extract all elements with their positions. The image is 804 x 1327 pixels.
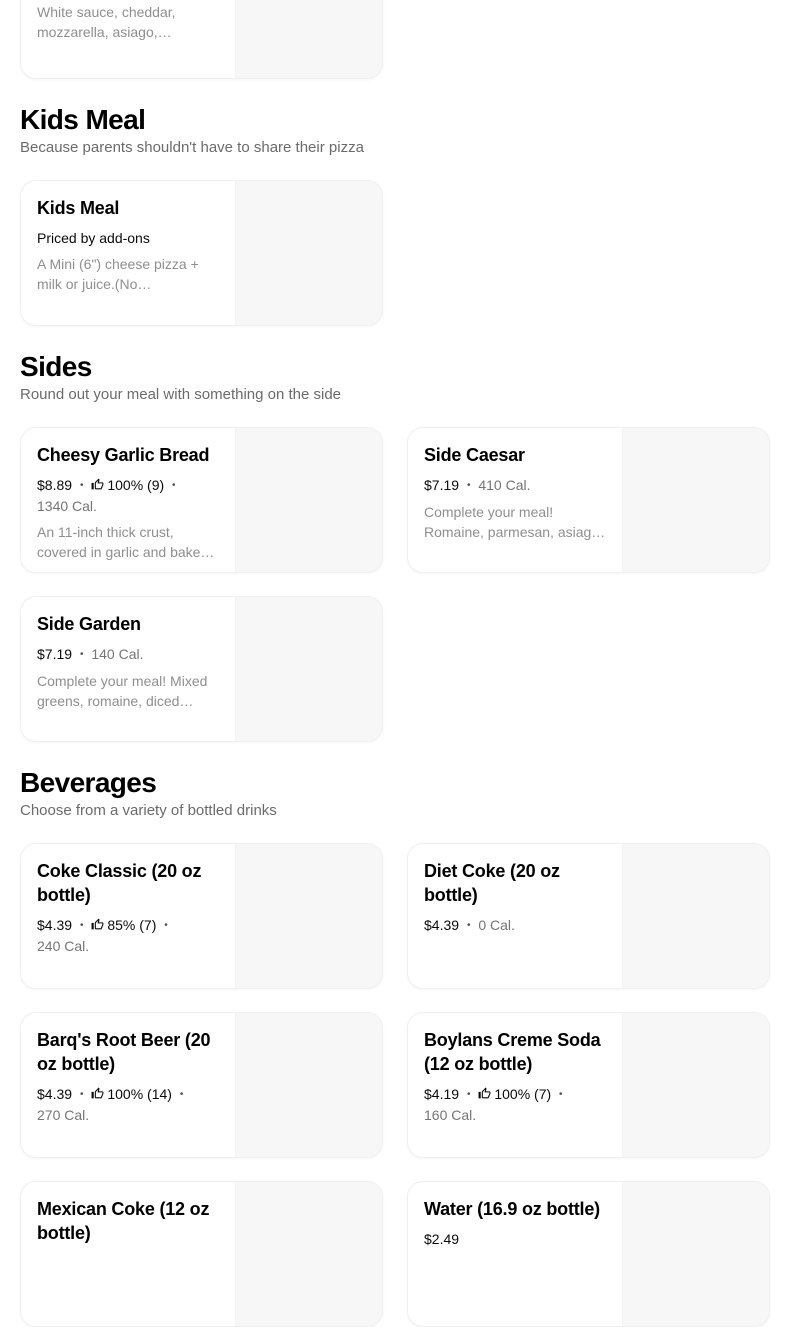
section-subtitle: Round out your meal with something on the side: [20, 386, 342, 403]
item-text-block: [21, 844, 235, 988]
separator-dot: •: [172, 480, 176, 491]
section-card-grid: [20, 180, 770, 326]
item-rating: 100% (7): [478, 1086, 551, 1102]
thumb-up-icon: [91, 478, 104, 491]
item-text-block: [21, 181, 235, 325]
menu-section: [20, 105, 770, 326]
separator-dot: •: [79, 1089, 84, 1100]
menu-section: [20, 352, 770, 742]
item-calories: 270 Cal.: [37, 1107, 90, 1123]
section-subtitle: Choose from a variety of bottled drinks: [20, 802, 277, 819]
item-meta: $4.39 • 100% (14) • 270 Cal.: [37, 1086, 184, 1123]
thumb-up-icon: [91, 1087, 104, 1100]
item-calories: 240 Cal.: [37, 938, 90, 954]
item-rating: 100% (9): [91, 477, 164, 493]
item-title: Side Garden: [37, 614, 141, 634]
menu-item-card[interactable]: [20, 180, 383, 326]
separator-dot: •: [559, 1089, 563, 1100]
item-title: Mexican Coke (12 oz bottle): [37, 1199, 210, 1243]
menu-item-card[interactable]: [407, 1012, 770, 1158]
item-title: Diet Coke (20 oz bottle): [424, 861, 560, 905]
item-title: Coke Classic (20 oz bottle): [37, 861, 202, 905]
section-heading: Beverages: [20, 767, 157, 798]
separator-dot: •: [79, 480, 84, 491]
menu-item-card[interactable]: [20, 1181, 383, 1327]
menu-item-card[interactable]: [407, 427, 770, 573]
separator-dot: •: [179, 1089, 184, 1100]
item-calories: 140 Cal.: [91, 646, 144, 662]
item-calories: 160 Cal.: [424, 1107, 477, 1123]
item-image-placeholder: [235, 1013, 382, 1157]
item-image-placeholder: [235, 597, 382, 741]
item-image-placeholder: [235, 1182, 382, 1326]
item-description: White sauce, cheddar, mozzarella, asiago,…: [37, 4, 176, 40]
item-description: Complete your meal! Mixed greens, romaine, diced…: [37, 673, 208, 709]
item-calories: 1340 Cal.: [37, 498, 97, 514]
menu-item-card[interactable]: [20, 843, 383, 989]
item-image-placeholder: [622, 1182, 769, 1326]
item-text-block: [21, 428, 235, 572]
item-meta: $4.19 • 100% (7) • 160 Cal.: [424, 1086, 563, 1123]
menu-item-card[interactable]: [20, 596, 383, 742]
item-text-block: [408, 428, 622, 572]
item-title: Barq's Root Beer (20 oz bottle): [37, 1030, 211, 1074]
item-text-block: [21, 597, 235, 741]
separator-dot: •: [79, 920, 84, 931]
section-subtitle: Because parents shouldn't have to share their pizza: [20, 139, 364, 156]
menu-item-card-partial[interactable]: [20, 0, 383, 79]
item-text-block: [408, 1182, 622, 1326]
item-image-placeholder: [235, 0, 382, 78]
item-meta: $8.89 • 100% (9) • 1340 Cal.: [37, 477, 176, 514]
item-description: An 11-inch thick crust, covered in garlic and bake…: [37, 524, 215, 560]
menu-item-card[interactable]: [407, 843, 770, 989]
menu-item-card[interactable]: [20, 1012, 383, 1158]
item-title: Kids Meal: [37, 198, 120, 218]
item-image-placeholder: [235, 181, 382, 325]
section-card-grid: [20, 843, 770, 1327]
section-heading: Kids Meal: [20, 104, 146, 135]
separator-dot: •: [466, 920, 471, 931]
item-meta: $4.39 • 85% (7) • 240 Cal.: [37, 917, 168, 954]
item-text-block: [408, 844, 622, 988]
menu-sections: [20, 105, 770, 1327]
item-meta: $7.19 • 140 Cal.: [37, 646, 144, 662]
item-title: Side Caesar: [424, 445, 525, 465]
item-meta: Priced by add-ons: [37, 230, 150, 246]
item-calories: 410 Cal.: [478, 477, 531, 493]
item-title: Water (16.9 oz bottle): [424, 1199, 600, 1219]
section-heading: Sides: [20, 351, 92, 382]
separator-dot: •: [466, 1089, 471, 1100]
thumb-up-icon: [91, 918, 104, 931]
section-card-grid: [20, 427, 770, 742]
item-description: Complete your meal! Romaine, parmesan, asiag…: [424, 504, 606, 540]
separator-dot: •: [79, 649, 84, 660]
menu-section: [20, 768, 770, 1327]
item-image-placeholder: [622, 1013, 769, 1157]
item-image-placeholder: [622, 844, 769, 988]
menu-item-card[interactable]: [20, 427, 383, 573]
separator-dot: •: [164, 920, 168, 931]
thumb-up-icon: [478, 1087, 491, 1100]
item-text-block: [21, 1013, 235, 1157]
item-text-block: [21, 1182, 235, 1326]
item-image-placeholder: [622, 428, 769, 572]
item-text-block: [408, 1013, 622, 1157]
item-image-placeholder: [235, 428, 382, 572]
separator-dot: •: [466, 480, 471, 491]
item-image-placeholder: [235, 844, 382, 988]
item-calories: 0 Cal.: [478, 917, 515, 933]
item-rating: 85% (7): [91, 917, 156, 933]
item-meta: $2.49: [424, 1231, 460, 1247]
item-rating: 100% (14): [91, 1086, 172, 1102]
item-text-block: [21, 0, 235, 78]
item-title: Boylans Creme Soda (12 oz bottle): [424, 1030, 601, 1074]
menu-item-card[interactable]: [407, 1181, 770, 1327]
item-meta: $7.19 • 410 Cal.: [424, 477, 531, 493]
item-meta: $4.39 • 0 Cal.: [424, 917, 515, 933]
item-title: Cheesy Garlic Bread: [37, 445, 210, 465]
item-description: A Mini (6") cheese pizza + milk or juice.(No…: [37, 256, 199, 292]
